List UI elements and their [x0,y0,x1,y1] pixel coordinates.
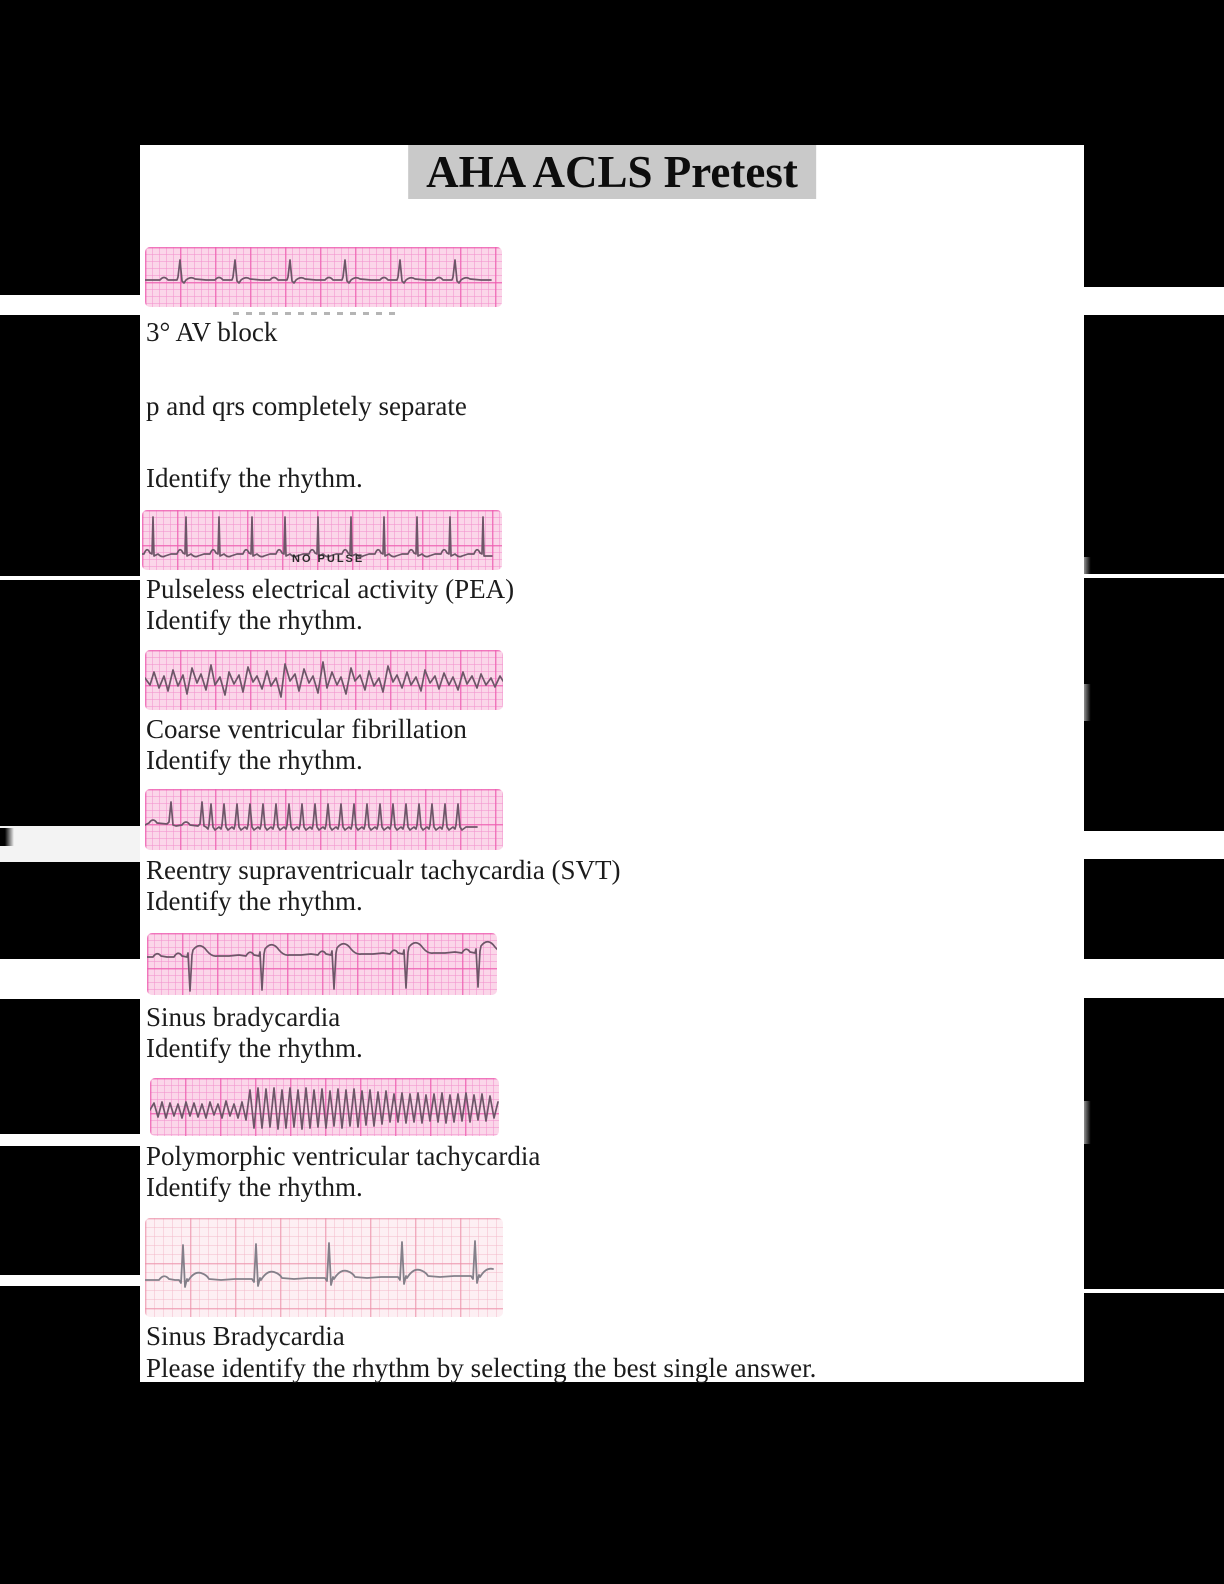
rhythm-note: p and qrs completely separate [146,391,467,421]
ecg-strip-pea [142,510,502,570]
ecg-waveform-polymorphic-vt [150,1078,499,1136]
scan-artifact-remnant [1084,1101,1092,1144]
ecg-strip-sinus-brady [147,933,497,995]
rhythm-label: Pulseless electrical activity (PEA) [146,574,515,604]
ecg-waveform-coarse-vf [145,650,503,710]
margin-gap [0,826,140,862]
rhythm-label: Coarse ventricular fibrillation [146,714,467,744]
ecg-strip-polymorphic-vt [150,1078,499,1136]
prompt-label: Identify the rhythm. [146,1172,363,1202]
margin-gap [0,295,140,315]
margin-gap [1084,831,1224,859]
prompt-label: Identify the rhythm. [146,1033,363,1063]
rhythm-label: Polymorphic ventricular tachycardia [146,1141,541,1171]
scan-artifact-remnant [1084,684,1092,721]
prompt-label: Please identify the rhythm by selecting the best single answer. [146,1353,817,1383]
margin-gap [1084,287,1224,315]
page-title: AHA ACLS Pretest [426,147,798,197]
document-page [140,145,1084,1382]
margin-gap [1084,959,1224,998]
prompt-label: Identify the rhythm. [146,745,363,775]
ecg-waveform-sinus-brady-2 [145,1218,503,1317]
ecg-waveform-sinus-brady [147,933,497,995]
margin-gap [1084,1289,1224,1293]
margin-gap [0,1275,140,1286]
margin-gap [0,576,140,580]
ecg-strip-coarse-vf [145,650,503,710]
margin-gap [0,959,140,999]
ecg-waveform-svt [145,789,503,850]
margin-gap [0,1134,140,1146]
rhythm-label: Reentry supraventricualr tachycardia (SVT) [146,855,621,885]
ecg-waveform-av-block [145,247,502,307]
prompt-label: Identify the rhythm. [146,463,363,493]
title-highlight [408,145,816,199]
ecg-strip-sinus-brady-2 [145,1218,503,1317]
rhythm-label: Sinus bradycardia [146,1002,341,1032]
no-pulse-label: NO PULSE [292,553,365,565]
scan-artifact-remnant [1084,557,1092,574]
scan-artifact-dashes [233,312,398,315]
prompt-label: Identify the rhythm. [146,886,363,916]
rhythm-label: Sinus Bradycardia [146,1321,345,1351]
rhythm-label: 3° AV block [146,317,278,347]
ecg-strip-av-block [145,247,502,307]
ecg-strip-svt [145,789,503,850]
margin-gap [1084,574,1224,578]
prompt-label: Identify the rhythm. [146,605,363,635]
scan-artifact-blob [0,828,14,846]
